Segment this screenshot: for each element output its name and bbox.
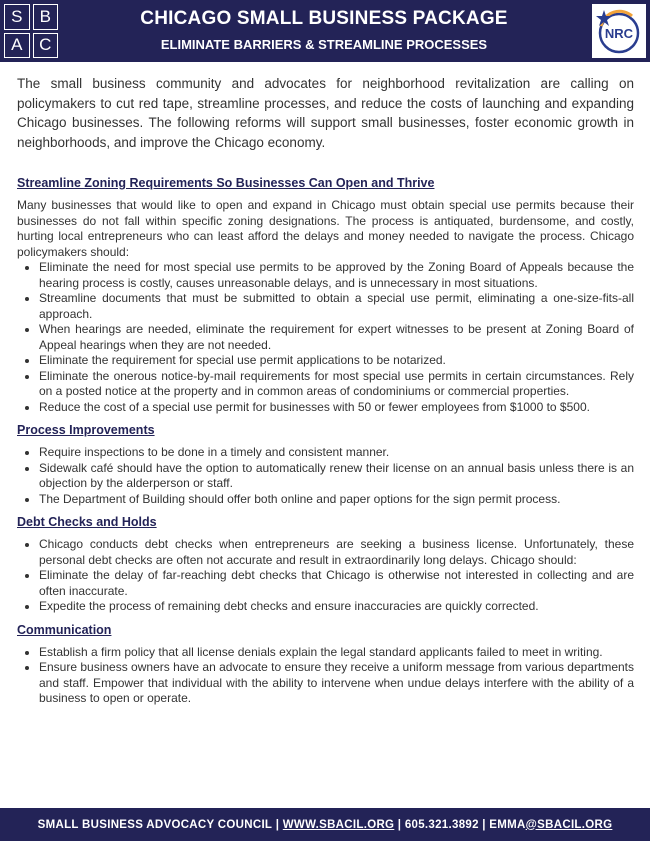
intro-paragraph: The small business community and advocates for neighborhood revitalization are calling on policymakers to cut red tape, streamline processes, and reduce the costs of launching and expanding Chicago businesses. The following reforms will support small businesses, foster economic growth in neighborhoods, and improve the Chicago economy. [17, 76, 634, 150]
footer-email-prefix: EMMA [489, 818, 526, 831]
footer-separator: | [394, 818, 405, 831]
list-item: • Chicago conducts debt checks when entrepreneurs are seeking a business license. Unfortunately, these personal debt checks are often not accurate and result in extraordinarily long delays. Chicago should: [39, 537, 634, 568]
header-banner [0, 0, 650, 62]
bullet-list [17, 260, 634, 415]
section-title: Communication [17, 622, 112, 637]
section-paragraph: Many businesses that would like to open and expand in Chicago must obtain special use permits because their businesses do not fall within specific zoning designations. The process is antiquated, burdensome, and costly, hurting local entrepreneurs who can least afford the delays and money needed to navigate the process. Chicago policymakers should: [17, 198, 634, 259]
footer-phone: 605.321.3892 [404, 818, 479, 831]
section-process [17, 423, 634, 507]
bullet-list [17, 537, 634, 615]
section-communication [17, 623, 634, 707]
bullet-list [17, 645, 634, 707]
logo-letter: C [33, 33, 59, 59]
list-item: • Require inspections to be done in a timely and consistent manner. [39, 445, 634, 461]
footer-separator: | [272, 818, 283, 831]
list-item: • Eliminate the onerous notice-by-mail requirements for most special use permits in certain circumstances. Rely on a posted notice at the property and in common areas of condominiums or commercial properties. [39, 369, 634, 400]
list-item: • The Department of Building should offer both online and paper options for the sign permit process. [39, 492, 634, 508]
section-title: Streamline Zoning Requirements So Businesses Can Open and Thrive [17, 176, 435, 190]
footer-separator: | [478, 818, 490, 831]
list-item: • Establish a firm policy that all license denials explain the legal standard applicants failed to meet in writing. [39, 645, 634, 661]
logo-letter: B [33, 4, 59, 30]
bullet-list [17, 445, 634, 507]
list-item: • Streamline documents that must be submitted to obtain a special use permit, eliminating a one-size-fits-all approach. [39, 291, 634, 322]
footer-org: SMALL BUSINESS ADVOCACY COUNCIL [37, 818, 273, 831]
sbac-logo [4, 4, 58, 58]
list-item: • Sidewalk café should have the option to automatically renew their license on an annual basis unless there is an objection by the alderperson or staff. [39, 461, 634, 492]
list-item: • Ensure business owners have an advocate to ensure they receive a uniform message from various departments and staff. Empower that individual with the ability to intervene when undue delays interfere with the ability of a business to open or operate. [39, 660, 634, 707]
logo-letter: S [4, 4, 30, 30]
svg-text:NRC: NRC [604, 26, 634, 41]
page-title: CHICAGO SMALL BUSINESS PACKAGE [140, 8, 508, 29]
logo-letter: A [4, 33, 30, 59]
list-item: • Reduce the cost of a special use permit for businesses with 50 or fewer employees from $1000 to $500. [39, 400, 634, 416]
footer-email-link[interactable] [489, 819, 612, 831]
section-debt [17, 515, 634, 615]
list-item: • Eliminate the delay of far-reaching debt checks that Chicago is otherwise not interested in collecting and are often inaccurate. [39, 568, 634, 599]
nrc-logo-icon [592, 4, 646, 58]
list-item: • When hearings are needed, eliminate the requirement for expert witnesses to be present at Zoning Board of Appeal hearings when they are not needed. [39, 322, 634, 353]
nrc-logo [592, 4, 646, 58]
section-title: Process Improvements [17, 423, 155, 437]
footer-banner [0, 808, 650, 841]
section-title: Debt Checks and Holds [17, 515, 157, 529]
main-content [17, 74, 634, 715]
list-item: • Eliminate the requirement for special use permit applications to be notarized. [39, 353, 634, 369]
list-item: • Expedite the process of remaining debt checks and ensure inaccuracies are quickly corrected. [39, 599, 634, 615]
footer-website-link[interactable]: WWW.SBACIL.ORG [282, 818, 395, 831]
section-zoning [17, 176, 634, 415]
list-item: • Eliminate the need for most special use permits to be approved by the Zoning Board of Appeals because the hearing process is costly, causes unreasonable delays, and is unnecessary in most situations. [39, 260, 634, 291]
page-subtitle: ELIMINATE BARRIERS & STREAMLINE PROCESSES [160, 37, 488, 52]
footer-email-domain: @SBACIL.ORG [525, 818, 613, 831]
